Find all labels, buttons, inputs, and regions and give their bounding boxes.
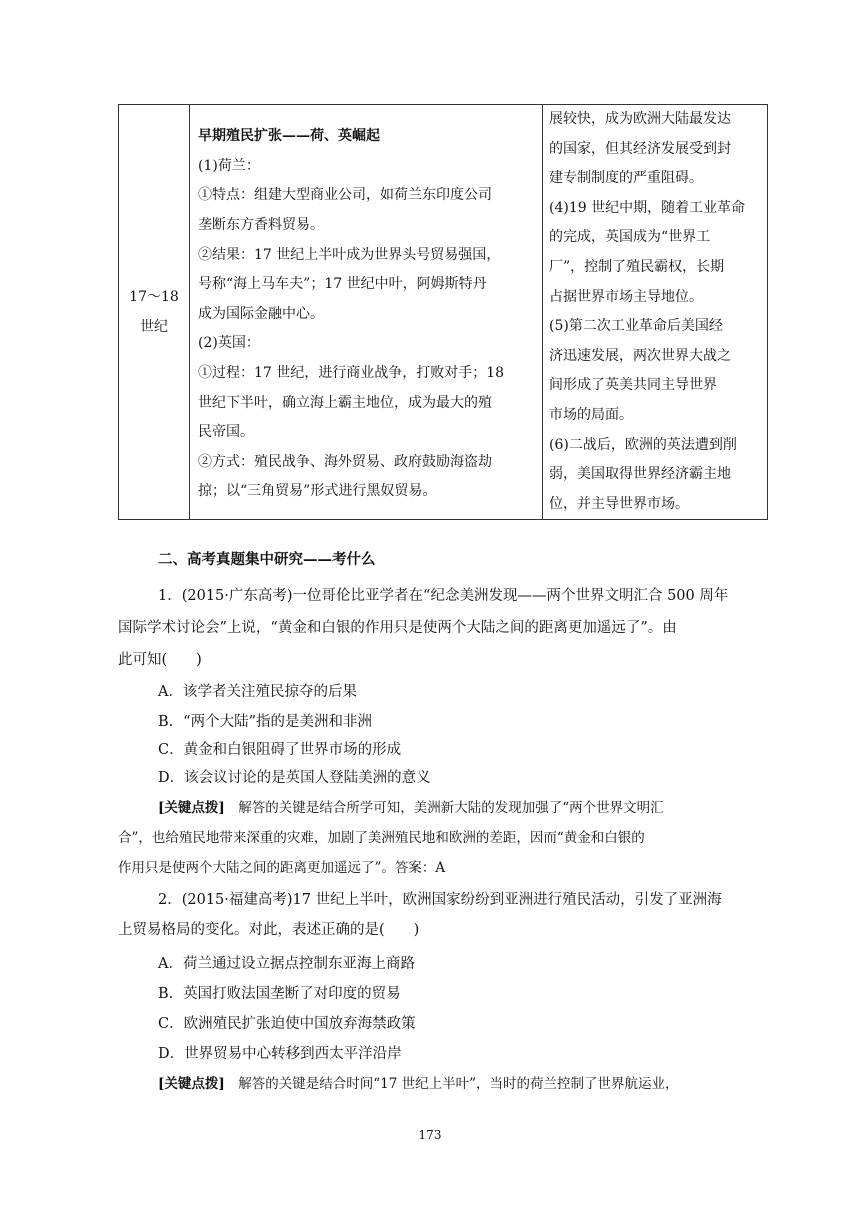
option-c: C．欧洲殖民扩张迫使中国放弃海禁政策	[158, 1016, 416, 1032]
middle-line: 垄断东方香料贸易。	[198, 217, 324, 234]
key-hint-label: [关键点拨]	[158, 800, 225, 816]
period-cell	[119, 105, 190, 520]
key-hint-1-line: 合”，也给殖民地带来深重的灾难，加剧了美洲殖民地和欧洲的差距，因而“黄金和白银的	[118, 830, 645, 846]
right-line: 厂”，控制了殖民霸权，长期	[549, 258, 725, 275]
middle-line: (1)荷兰：	[198, 157, 260, 174]
key-hint-text: 解答的关键是结合所学可知，美洲新大陆的发现加强了“两个世界文明汇	[224, 800, 664, 816]
right-line: (6)二战后，欧洲的英法遭到削	[549, 436, 737, 453]
key-hint-1-line: 作用只是使两个大陆之间的距离更加遥远了”。答案：A	[118, 860, 446, 876]
question-1-stem: 国际学术讨论会”上说，“黄金和白银的作用只是使两个大陆之间的距离更加遥远了”。由	[118, 620, 677, 636]
right-line: 间形成了英美共同主导世界	[549, 377, 717, 394]
middle-line: ①过程：17 世纪，进行商业战争，打败对手；18	[198, 365, 505, 382]
option-d: D．该会议讨论的是英国人登陆美洲的意义	[158, 770, 431, 786]
right-line: 市场的局面。	[549, 406, 633, 423]
right-line: 弱，美国取得世界经济霸主地	[549, 466, 731, 483]
right-cell	[543, 105, 768, 520]
middle-line: ②方式：殖民战争、海外贸易、政府鼓励海盗劫	[198, 453, 492, 470]
question-2-stem: 上贸易格局的变化。对此，表述正确的是( )	[118, 922, 420, 938]
key-hint-2	[158, 1072, 679, 1092]
table-row	[119, 105, 768, 520]
question-1-stem: 此可知( )	[118, 652, 202, 668]
right-line: 占据世界市场主导地位。	[549, 288, 703, 305]
middle-cell	[190, 105, 543, 520]
page-number: 173	[418, 1128, 442, 1142]
middle-line: 民帝国。	[198, 424, 254, 441]
key-hint-text: 解答的关键是结合时间“17 世纪上半叶”，当时的荷兰控制了世界航运业，	[224, 1076, 679, 1092]
option-a: A．该学者关注殖民掠夺的后果	[158, 684, 357, 700]
middle-line: ①特点：组建大型商业公司，如荷兰东印度公司	[198, 187, 492, 204]
period-line: 世纪	[140, 319, 168, 336]
middle-line: ②结果：17 世纪上半叶成为世界头号贸易强国，	[198, 246, 501, 263]
question-1-stem: 1．(2015·广东高考)一位哥伦比亚学者在“纪念美洲发现——两个世界文明汇合 500 周年	[158, 588, 729, 604]
period-line: 17～18	[129, 289, 179, 306]
option-a: A．荷兰通过设立据点控制东亚海上商路	[158, 956, 415, 972]
middle-title: 早期殖民扩张——荷、英崛起	[198, 128, 380, 145]
history-table	[118, 104, 768, 520]
middle-line: 成为国际金融中心。	[198, 305, 324, 322]
right-line: 位，并主导世界市场。	[549, 495, 689, 512]
right-line: 建专制制度的严重阻碍。	[549, 170, 703, 187]
option-d: D．世界贸易中心转移到西太平洋沿岸	[158, 1046, 402, 1062]
right-line: 济迅速发展，两次世界大战之	[549, 347, 731, 364]
option-b: B．“两个大陆”指的是美洲和非洲	[158, 714, 372, 730]
right-line: (4)19 世纪中期，随着工业革命	[549, 199, 746, 216]
option-c: C．黄金和白银阻碍了世界市场的形成	[158, 742, 402, 758]
middle-line: (2)英国：	[198, 335, 260, 352]
middle-line: 世纪下半叶，确立海上霸主地位，成为最大的殖	[198, 394, 492, 411]
question-2-stem: 2．(2015·福建高考)17 世纪上半叶，欧洲国家纷纷到亚洲进行殖民活动，引发了亚洲海	[158, 892, 722, 908]
key-hint-label: [关键点拨]	[158, 1076, 225, 1092]
middle-line: 号称“海上马车夫”；17 世纪中叶，阿姆斯特丹	[198, 276, 487, 293]
key-hint-1	[158, 796, 664, 816]
option-b: B．英国打败法国垄断了对印度的贸易	[158, 986, 401, 1002]
middle-line: 掠；以“三角贸易”形式进行黑奴贸易。	[198, 483, 437, 500]
right-line: 的国家，但其经济发展受到封	[549, 140, 731, 157]
right-line: 展较快，成为欧洲大陆最发达	[549, 111, 731, 127]
right-line: (5)第二次工业革命后美国经	[549, 318, 723, 335]
right-line: 的完成，英国成为“世界工	[549, 229, 711, 246]
section-heading: 二、高考真题集中研究——考什么	[158, 551, 376, 568]
